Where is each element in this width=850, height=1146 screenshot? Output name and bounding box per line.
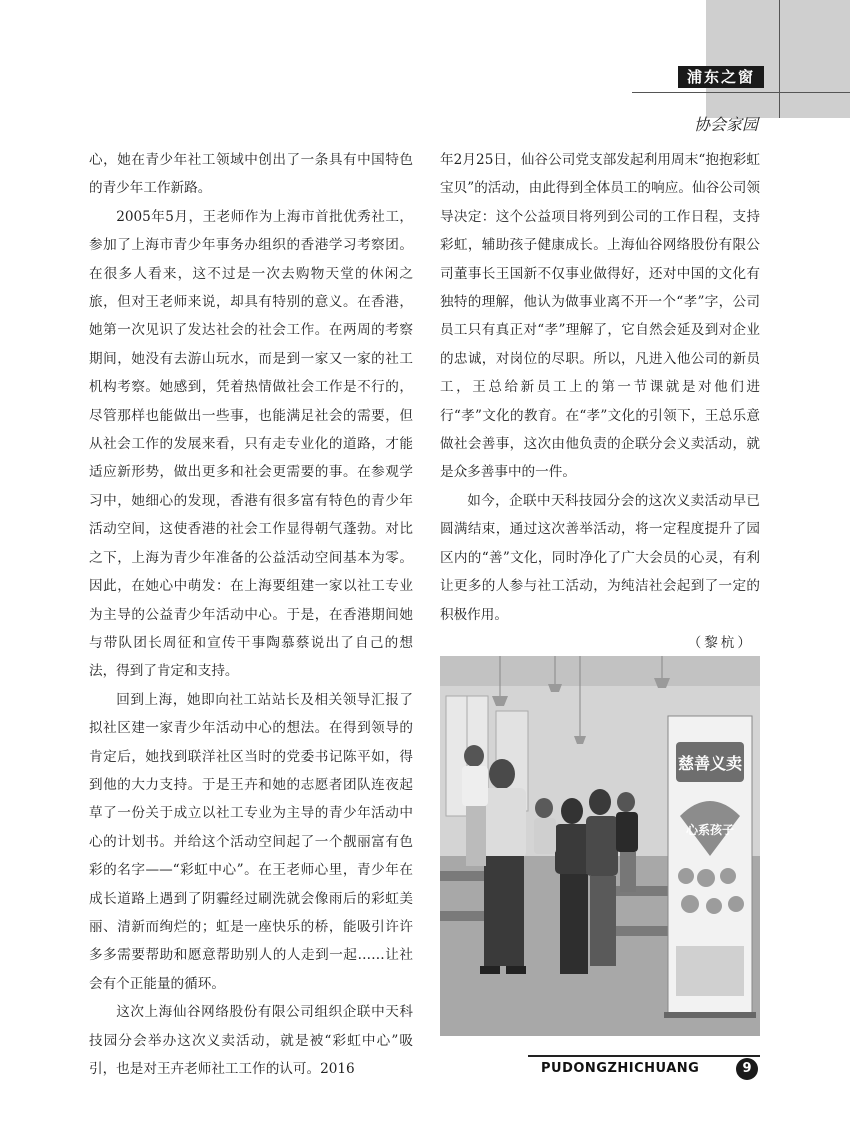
paragraph: 回到上海，她即向社工站站长及相关领导汇报了拟社区建一家青少年活动中心的想法。在得到领导的肯定后，她找到联洋社区当时的党委书记陈平如，得到他的大力支持。于是王卉和她的志愿者团队连夜起草了一份关于成立以社工专业为主导的青少年活动中心的计划书。并给这个活动空间起了一个靓丽富有色彩的名字——“彩虹中心”。在王老师心里，青少年在成长道路上遇到了阴霾经过刷洗就会像雨后的彩虹美丽、清新而绚烂的；虹是一座快乐的桥，能吸引许许多多需要帮助和愿意帮助别人的人走到一起……让社会有个正能量的循环。 [89,691,413,992]
section-title: 协会家园 [693,115,758,134]
right-column [440,146,760,657]
banner-title: 慈善义卖 [677,754,743,773]
author-byline: （黎杭） [687,634,754,651]
header-horizontal-rule [632,92,850,93]
footer-rule [528,1055,760,1057]
paragraph: 这次上海仙谷网络股份有限公司组织企联中天科技园分会举办这次义卖活动，就是被“彩虹中心”吸引，也是对王卉老师社工工作的认可。2016 [89,1004,413,1077]
paragraph: 心，她在青少年社工领域中创出了一条具有中国特色的青少年工作新路。 [89,152,413,197]
header-vertical-rule [779,0,780,118]
paragraph: 2005年5月，王老师作为上海市首批优秀社工，参加了上海市青少年事务办组织的香港学习考察团。在很多人看来，这不过是一次去购物天堂的休闲之旅，但对王老师来说，却具有特别的意义。在香港，她第一次见识了发达社会的社会工作。在两周的考察期间，她没有去游山玩水，而是到一家又一家的社工机构考察。她感到，凭着热情做社会工作是不行的，尽管那样也能做出一些事，也能满足社会的需要，但从社会工作的发展来看，只有走专业化的道路，才能适应新形势，做出更多和社会更需要的事。在参观学习中，她细心的发现，香港有很多富有特色的青少年活动空间，这使香港的社会工作显得朝气蓬勃。对比之下，上海为青少年准备的公益活动空间基本为零。因此，在她心中萌发：在上海要组建一家以社工专业为主导的公益青少年活动中心。于是，在香港期间她与带队团长周征和宣传干事陶慕蔡说出了自己的想法，得到了肯定和支持。 [89,208,413,680]
paragraph: 年2月25日，仙谷公司党支部发起利用周末“抱抱彩虹宝贝”的活动，由此得到全体员工的响应。仙谷公司领导决定：这个公益项目将列到公司的工作日程，支持彩虹，辅助孩子健康成长。上海仙谷网络股份有限公司董事长王国新不仅事业做得好，还对中国的文化有独特的理解，他认为做事业离不开一个“孝”字，公司员工只有真正对“孝”理解了，它自然会延及到对企业的忠诚，对岗位的尽职。所以，凡进入他公司的新员工，王总给新员工上的第一节课就是对他们进行“孝”文化的教育。在“孝”文化的引领下，王总乐意做社会善事，这次由他负责的企联分会义卖活动，就是众多善事中的一件。 [440,152,760,481]
banner-subtitle: 心系孩子 [685,823,735,837]
magazine-logo: 浦东之窗 [678,66,764,88]
page-number: 9 [736,1058,758,1080]
footer-brand: PUDONGZHICHUANG [541,1061,700,1076]
left-column [89,146,413,1083]
header-corner-block [706,0,850,118]
paragraph: 如今，企联中天科技园分会的这次义卖活动早已圆满结束，通过这次善举活动，将一定程度提升了园区内的“善”文化，同时净化了广大会员的心灵，有利让更多的人参与社工活动，为纯洁社会起到了一定的积极作用。 [440,492,760,623]
event-photo [440,656,760,1036]
photo-illustration [440,656,760,1036]
